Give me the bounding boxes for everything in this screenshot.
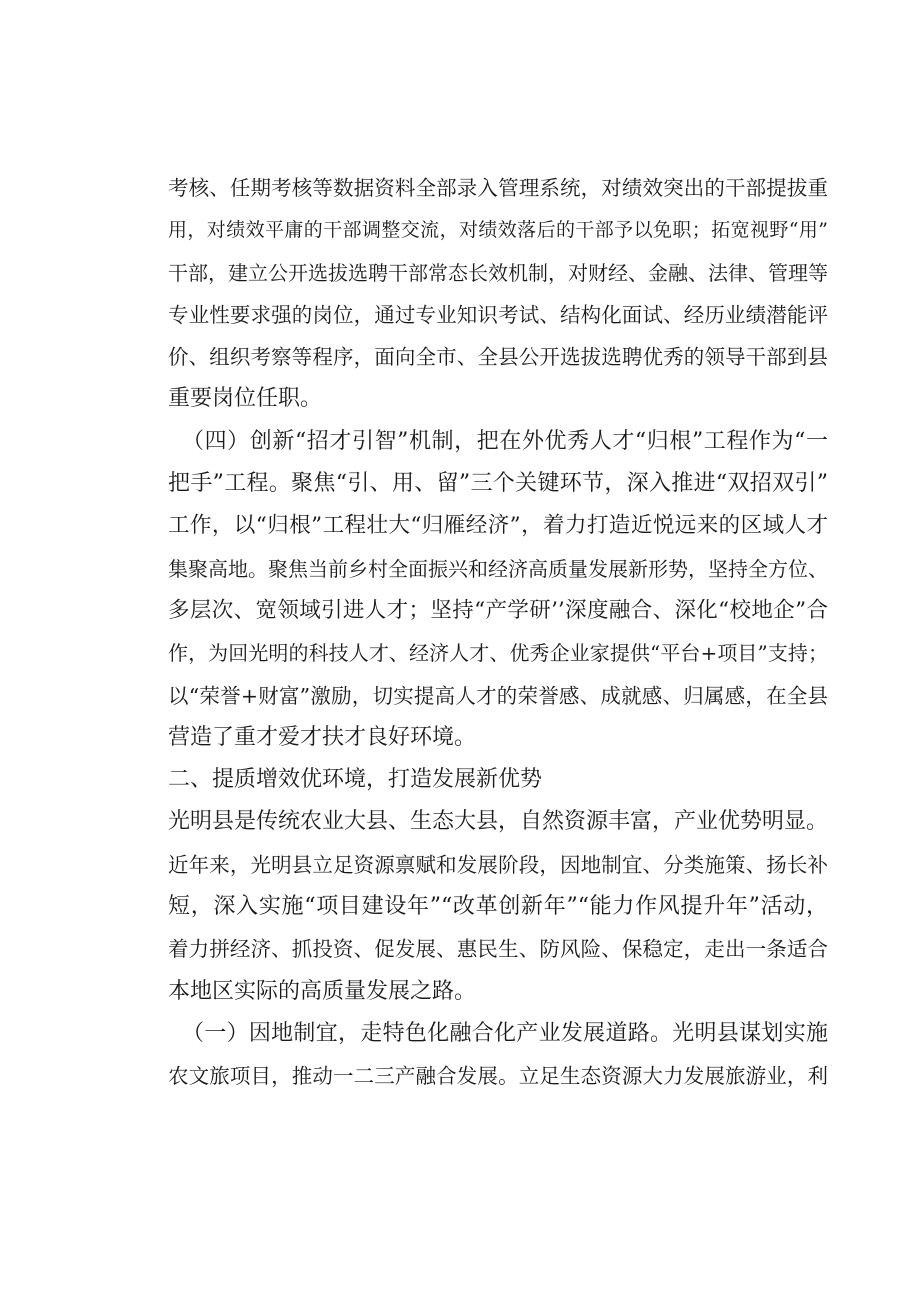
text-line: 重要岗位任职。 [168,386,323,412]
section-heading: 二、提质增效优环境，打造发展新优势 [168,767,543,793]
text-line: 工作，以“归根”工程壮大“归雁经济”，着力打造近悦远来的区域人才 [168,513,828,539]
text-line: 光明县是传统农业大县、生态大县，自然资源丰富，产业优势明显。 [168,809,829,835]
text-line: 用，对绩效平庸的干部调整交流，对绩效落后的干部予以免职；拓宽视野“用” [168,219,828,242]
text-line: 多层次、宽领域引进人才；坚持“产学研’’深度融合、深化“校地企”合 [168,597,828,623]
text-line: 农文旅项目，推动一二三产融合发展。立足生态资源大力发展旅游业，利 [168,1064,828,1089]
text-line: 考核、任期考核等数据资料全部录入管理系统，对绩效突出的干部提拔重 [168,176,828,200]
text-line: 着力拼经济、抓投资、促发展、惠民生、防风险、保稳定，走出一条适合 [168,937,828,962]
text-line: 集聚高地。聚焦当前乡村全面振兴和经济高质量发展新形势，坚持全方位、 [168,556,828,581]
text-line: （一）因地制宜，走特色化融合化产业发展道路。光明县谋划实施 [182,1020,828,1046]
text-line: 以“荣誉+财富”激励，切实提高人才的荣誉感、成就感、归属感，在全县 [168,683,828,708]
text-line: 价、组织考察等程序，面向全市、全县公开选拔选聘优秀的领导干部到县 [168,345,828,370]
text-line: 营造了重才爱才扶才良好环境。 [168,724,477,750]
text-line: 干部，建立公开选拔选聘干部常态长效机制，对财经、金融、法律、管理等 [168,260,828,285]
text-line: 近年来，光明县立足资源禀赋和发展阶段，因地制宜、分类施策、扬长补 [168,852,828,877]
text-line: 作，为回光明的科技人才、经济人才、优秀企业家提供“平台+项目”支持； [168,641,828,666]
text-line: （四）创新“招才引智”机制，把在外优秀人才“归根”工程作为“一 [182,428,828,454]
text-line: 本地区实际的高质量发展之路。 [168,978,477,1004]
document-body [168,167,828,1098]
text-line: 短，深入实施“项目建设年”“改革创新年”“能力作风提升年”活动， [168,894,828,920]
text-line: 把手”工程。聚焦“引、用、留”三个关键环节，深入推进“双招双引” [168,471,828,497]
text-line: 专业性要求强的岗位，通过专业知识考试、结构化面试、经历业绩潜能评 [168,302,828,327]
